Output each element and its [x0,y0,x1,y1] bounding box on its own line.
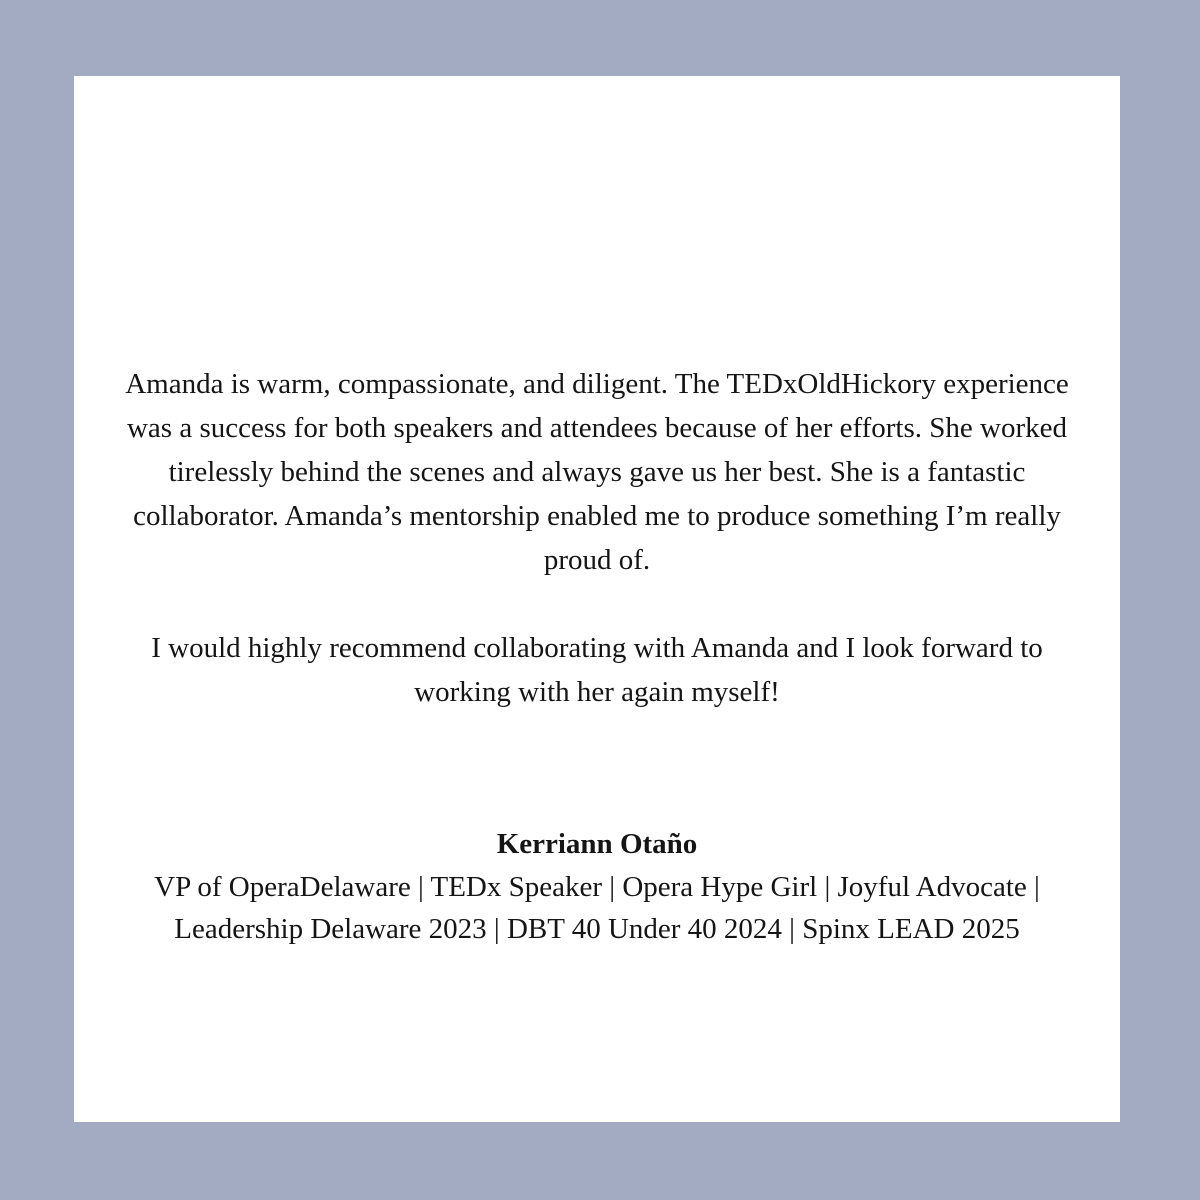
author-title: VP of OperaDelaware | TEDx Speaker | Opera Hype Girl | Joyful Advocate | Leadership Delaware 2023 | DBT 40 Under 40 2024 | Spinx LEAD 2025 [154,871,1040,945]
testimonial-card [74,76,1120,1122]
author-name: Kerriann Otaño [496,828,698,860]
quote-paragraph-2: I would highly recommend collaborating with Amanda and I look forward to working with her again myself! [151,632,1043,708]
quote-paragraph-1: Amanda is warm, compassionate, and diligent. The TEDxOldHickory experience was a success for both speakers and attendees because of her efforts. She worked tirelessly behind the scenes and always gave us her best. She is a fantastic collaborator. Amanda’s mentorship enabled me to produce something I’m really proud of. [125,368,1069,576]
testimonial-content [74,362,1120,950]
